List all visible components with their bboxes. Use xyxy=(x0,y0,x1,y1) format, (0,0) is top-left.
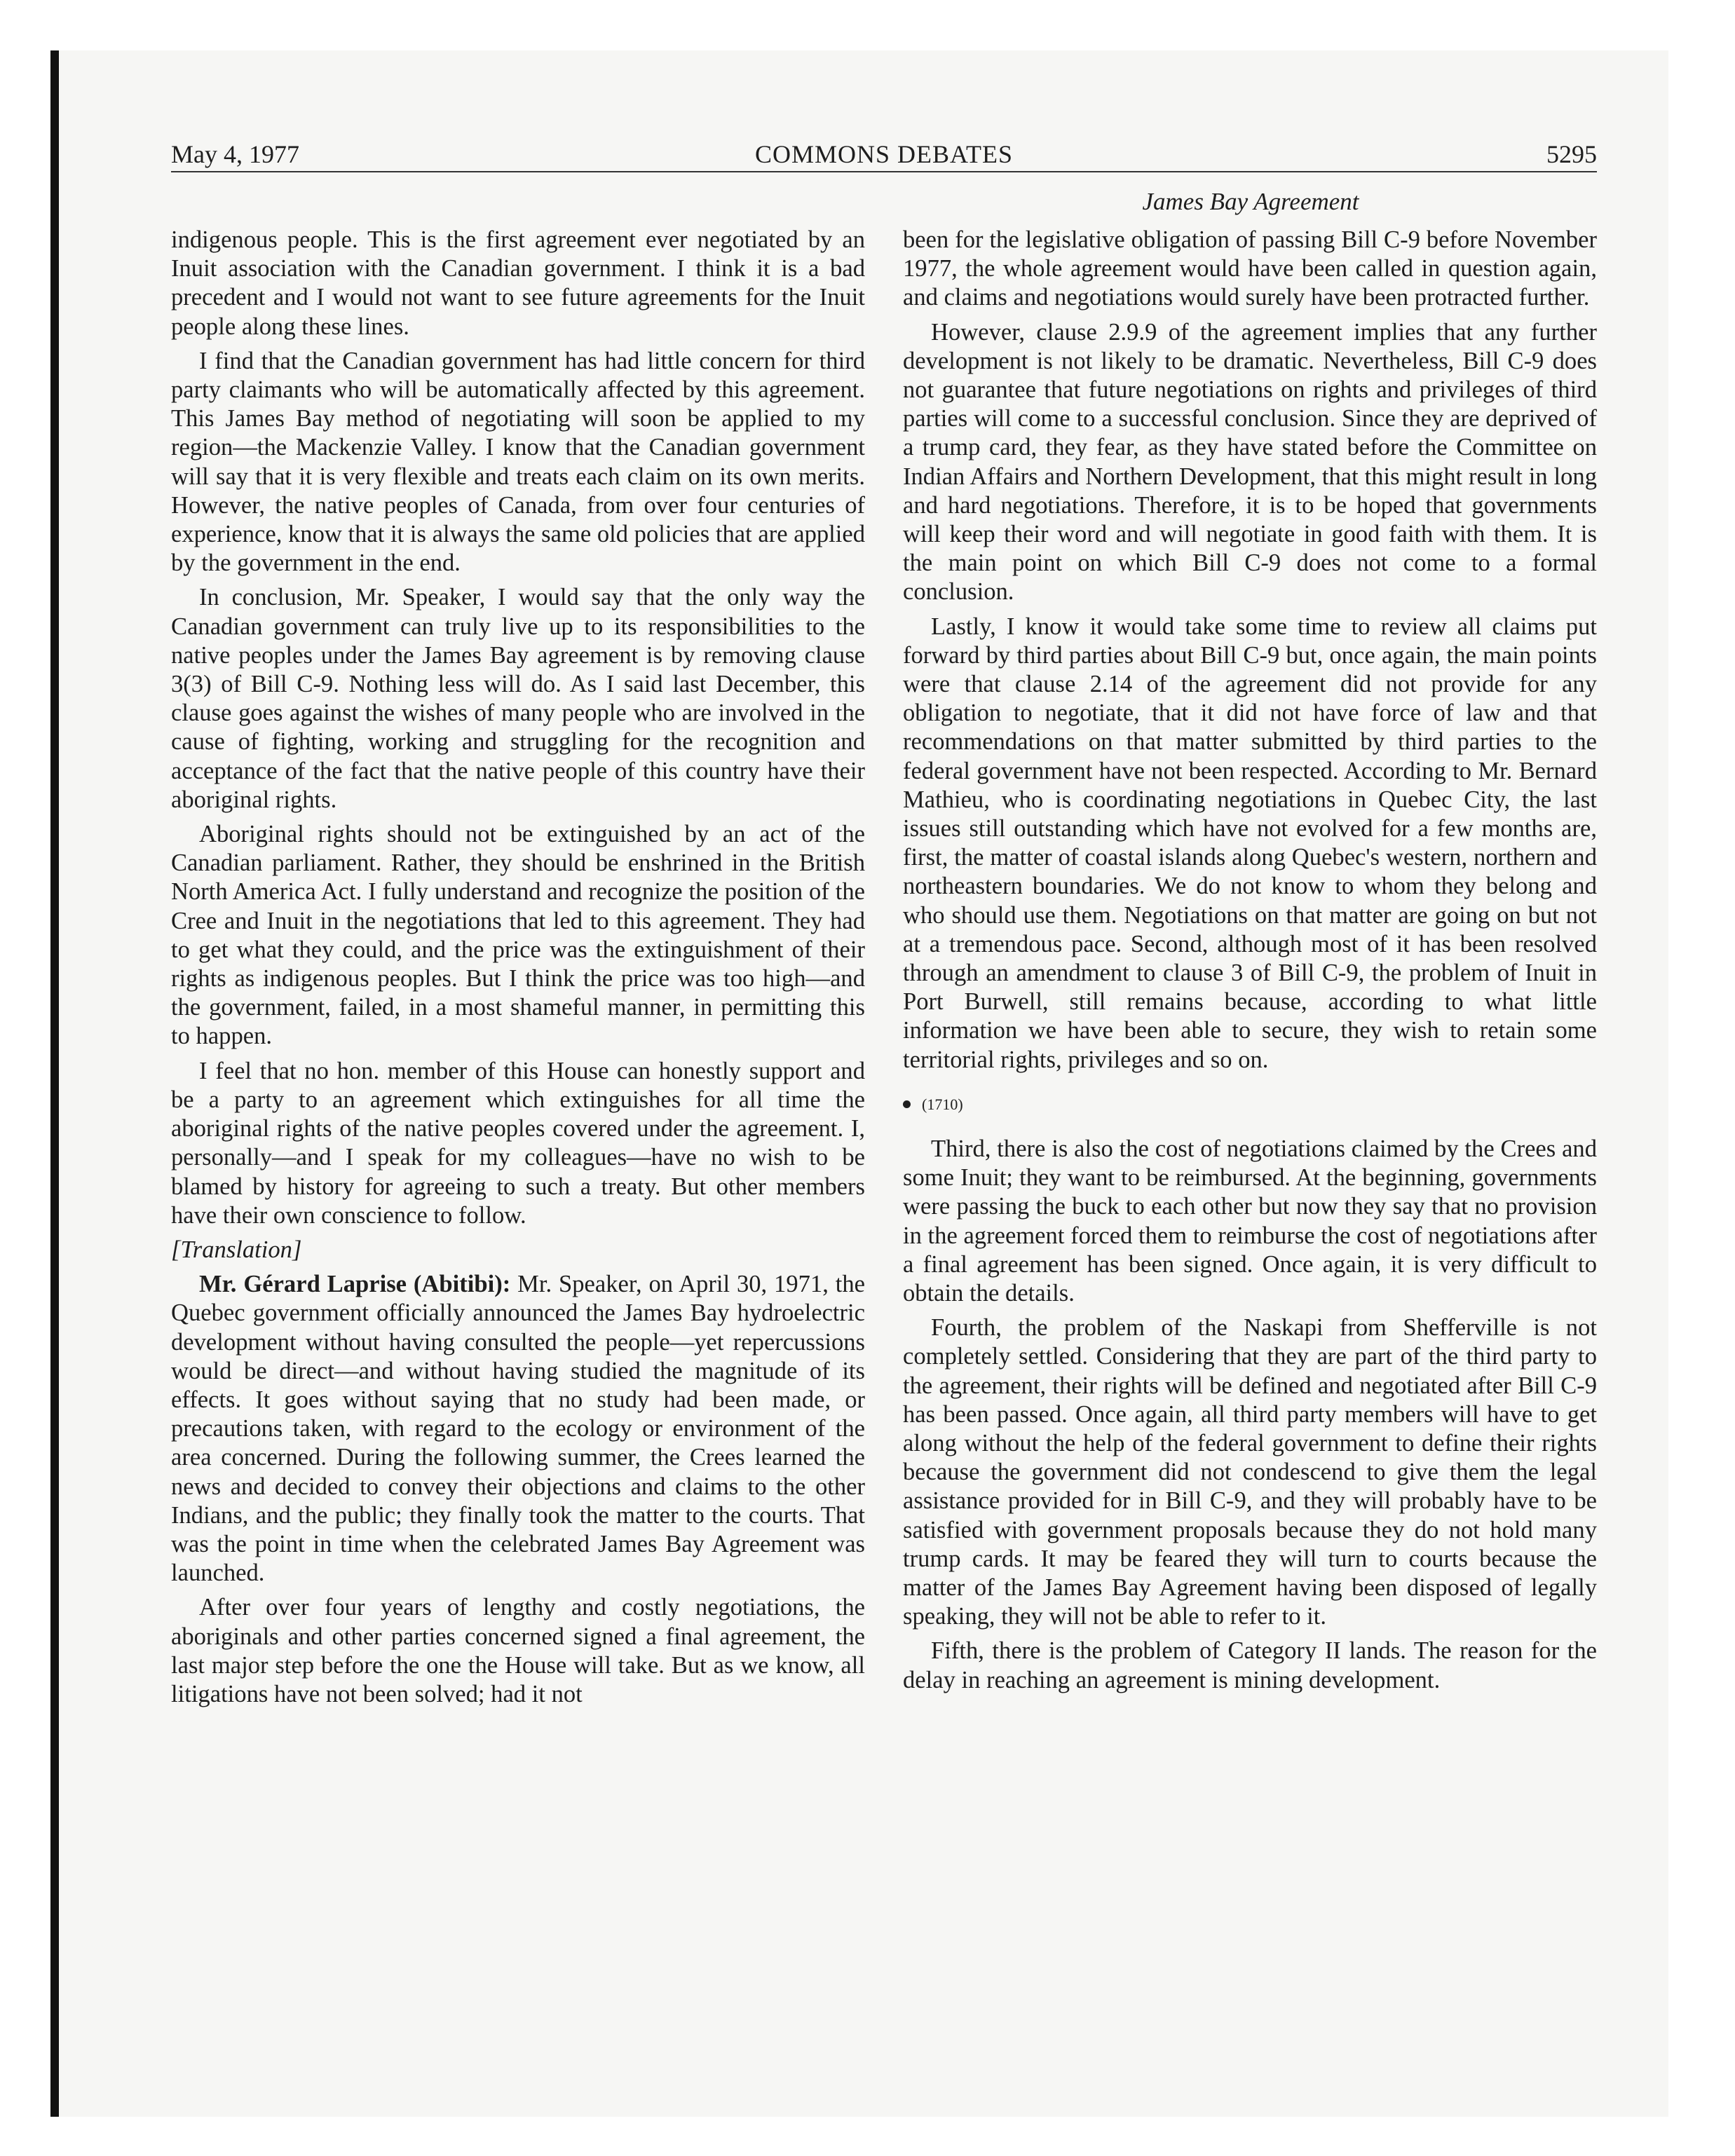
paragraph: indigenous people. This is the first agreement ever negotiated by an Inuit association with the Canadian government. I think it is a bad precedent and I would not want to see future agreements for the Inuit people along these lines. xyxy=(171,226,865,340)
paragraph: Fifth, there is the problem of Category II lands. The reason for the delay in reaching an agreement is mining development. xyxy=(903,1637,1597,1693)
speech-paragraph xyxy=(171,1270,865,1588)
header-date: May 4, 1977 xyxy=(171,140,299,168)
running-head xyxy=(171,137,1597,172)
paragraph: I feel that no hon. member of this House can honestly support and be a party to an agreement which extinguishes for all time the aboriginal rights of the native peoples covered under the agreement. I, personally—and I speak for my colleagues—have no wish to be blamed by history for agreeing to such a treaty. But other members have their own conscience to follow. xyxy=(171,1057,865,1229)
paragraph: However, clause 2.9.9 of the agreement implies that any further development is not likely to be dramatic. Nevertheless, Bill C-9 does not guarantee that future negotiations on rights and privileges of third parties will come to a successful conclusion. Since they are deprived of a trump card, they fear, as they have stated before the Committee on Indian Affairs and Northern Development, that this might result in long and hard negotiations. Therefore, it is to be hoped that governments will keep their word and will negotiate in good faith with them. It is the main point on which Bill C-9 does not come to a formal conclusion. xyxy=(903,318,1597,606)
scan-edge-shadow xyxy=(50,50,59,2117)
translation-note: [Translation] xyxy=(171,1236,302,1263)
paragraph: Third, there is also the cost of negotiations claimed by the Crees and some Inuit; they want to be reimbursed. At the beginning, governments were passing the buck to each other but now they say that no provision in the agreement forced them to reimburse the cost of negotiations after a final agreement has been signed. Once again, it is very difficult to obtain the details. xyxy=(903,1135,1597,1306)
paragraph: Lastly, I know it would take some time to review all claims put forward by third parties about Bill C-9 but, once again, the main points were that clause 2.14 of the agreement did not provide for any obligation to negotiate, that it did not have force of law and that recommendations on that matter submitted by third parties to the federal government have not been respected. According to Mr. Bernard Mathieu, who is coordinating negotiations in Quebec City, the last issues still outstanding which have not evolved for a few months are, first, the matter of coastal islands along Quebec's western, northern and northeastern boundaries. We do not know to whom they belong and who should use them. Negotiations on that matter are going on but not at a tremendous pace. Second, although most of it has been resolved through an amendment to clause 3 of Bill C-9, the problem of Inuit in Port Burwell, still remains because, according to what little information we have been able to secure, they wish to retain some territorial rights, privileges and so on. xyxy=(903,613,1597,1073)
paragraph: been for the legislative obligation of passing Bill C-9 before November 1977, the whole agreement would have been called in question again, and claims and negotiations would surely have been protracted further. xyxy=(903,226,1597,311)
bullet-icon xyxy=(903,1100,911,1108)
section-title: James Bay Agreement xyxy=(1142,188,1359,215)
paragraph: Fourth, the problem of the Naskapi from Shefferville is not completely settled. Considering that they are part of the third party to the agreement, their rights will be defined and negotiated after Bill C-9 has been passed. Once again, all third party members will have to get along without the help of the federal government to define their rights because the government did not condescend to give them the legal assistance provided for in Bill C-9, and they will probably have to be satisfied with government proposals because they do not hold many trump cards. It may be feared they will turn to courts because the matter of the James Bay Agreement having been disposed of legally speaking, they will not be able to refer to it. xyxy=(903,1314,1597,1630)
left-column xyxy=(171,226,865,1714)
paragraph: I find that the Canadian government has had little concern for third party claimants who will be automatically affected by this agreement. This James Bay method of negotiating will soon be applied to my region—the Mackenzie Valley. I know that the Canadian government will say that it is very flexible and treats each claim on its own merits. However, the native peoples of Canada, from over four centuries of experience, know that it is always the same old policies that are applied by the government in the end. xyxy=(171,347,865,577)
time-marker-label: (1710) xyxy=(922,1095,963,1113)
paragraph: In conclusion, Mr. Speaker, I would say that the only way the Canadian government can truly live up to its responsibilities to the native peoples under the James Bay agreement is by removing clause 3(3) of Bill C-9. Nothing less will do. As I said last December, this clause goes against the wishes of many people who are involved in the cause of fighting, working and struggling for the recognition and acceptance of the fact that the native people of this country have their aboriginal rights. xyxy=(171,584,865,813)
header-publication: COMMONS DEBATES xyxy=(754,140,1014,168)
speaker-name: Mr. Gérard Laprise (Abitibi): xyxy=(199,1271,511,1298)
paragraph: Aboriginal rights should not be extinguished by an act of the Canadian parliament. Rather, they should be enshrined in the British North America Act. I fully understand and recognize the position of the Cree and Inuit in the negotiations that led to this agreement. They had to get what they could, and the price was the extinguishment of their rights as indigenous peoples. But I think the price was too high—and the government, failed, in a most shameful manner, in permitting this to happen. xyxy=(171,821,865,1050)
speech-text: Mr. Speaker, on April 30, 1971, the Quebec government officially announced the James Bay hydroelectric development without having consulted the people—yet repercussions would be direct—and without having studied the magnitude of its effects. It goes without saying that no study had been made, or precautions taken, with regard to the ecology or environment of the area concerned. During the following summer, the Crees learned the news and decided to convey their objections and claims to the other Indians, and the public; they finally took the matter to the courts. That was the point in time when the celebrated James Bay Agreement was launched. xyxy=(171,1271,865,1587)
header-page-number: 5295 xyxy=(1546,140,1597,168)
right-column xyxy=(903,226,1597,1700)
paragraph: After over four years of lengthy and costly negotiations, the aboriginals and other parties concerned signed a final agreement, the last major step before the one the House will take. But as we know, all litigations have not been solved; had it not xyxy=(171,1594,865,1707)
time-marker xyxy=(903,1094,1597,1115)
